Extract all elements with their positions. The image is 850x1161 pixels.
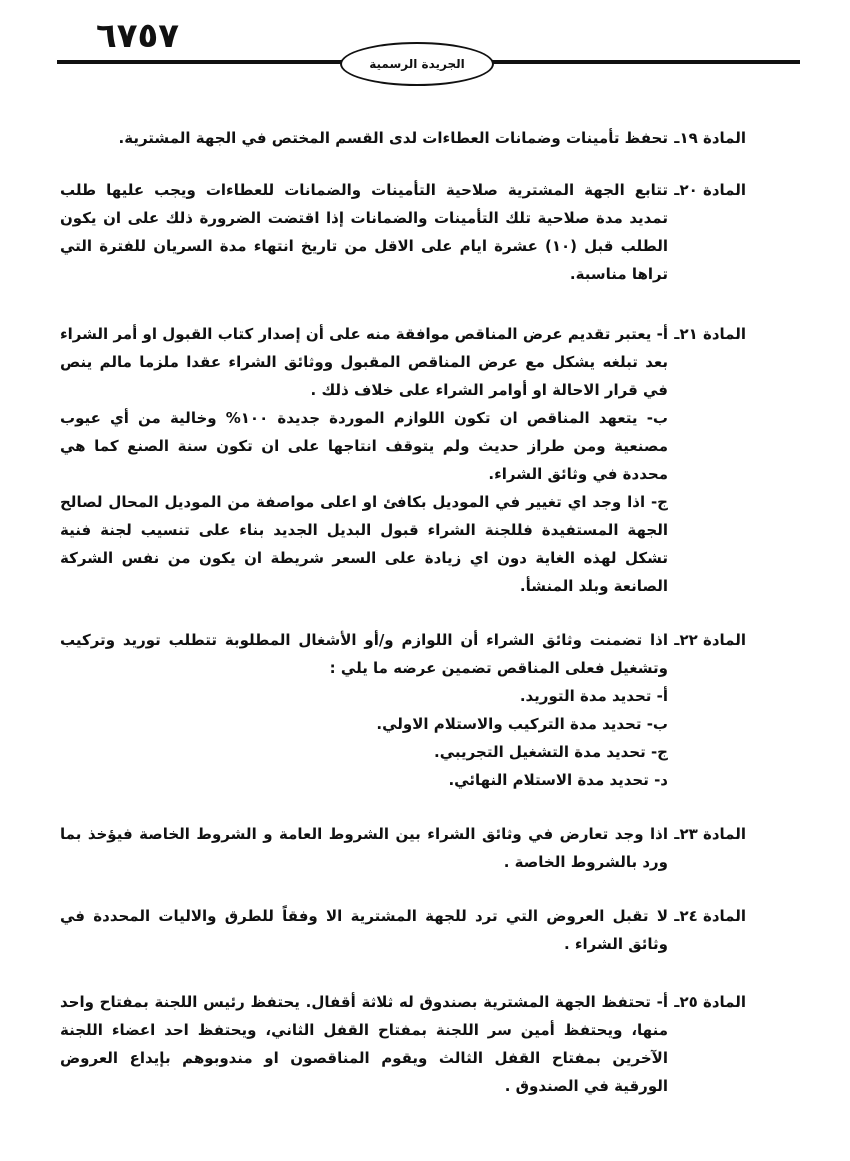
- article-19: [60, 124, 746, 152]
- article-label: المادة ٢١ـ: [674, 325, 746, 343]
- article-label: المادة ٢٢ـ: [674, 631, 746, 649]
- article-text: أ- تحتفظ الجهة المشترية بصندوق له ثلاثة أقفال. يحتفظ رئيس اللجنة بمفتاح واحد منها، ويحتفظ أمين سر اللجنة بمفتاح القفل الثاني، ويحتفظ احد اعضاء اللجنة الآخرين بمفتاح القفل الثالث ويقوم المناقصون او مندوبوهم بإيداع العروض الورقية في الصندوق .: [60, 993, 668, 1095]
- list-item: ب- تحديد مدة التركيب والاستلام الاولي.: [376, 715, 668, 733]
- article-text: اذا وجد تعارض في وثائق الشراء بين الشروط العامة و الشروط الخاصة فيؤخذ بما ورد بالشروط الخاصة .: [60, 825, 668, 871]
- gazette-title: الجريدة الرسمية: [369, 57, 465, 71]
- article-25: [60, 988, 746, 1100]
- article-item: ب- يتعهد المناقص ان تكون اللوازم الموردة جديدة ١٠٠% وخالية من أي عيوب مصنعية ومن طراز حديث ولم يتوقف انتاجها على ان تكون سنة الصنع كما هي محددة في وثائق الشراء.: [60, 409, 668, 483]
- list-item: د- تحديد مدة الاستلام النهائي.: [448, 771, 668, 789]
- article-label: المادة ٢٣ـ: [674, 825, 746, 843]
- sub-item-list: [60, 682, 668, 794]
- article-text: اذا تضمنت وثائق الشراء أن اللوازم و/أو الأشغال المطلوبة تتطلب توريد وتركيب وتشغيل فعلى المناقص تضمين عرضه ما يلي :: [60, 631, 668, 677]
- article-24: [60, 902, 746, 958]
- article-label: المادة ١٩ـ: [674, 129, 746, 147]
- article-item: أ- يعتبر تقديم عرض المناقص موافقة منه على أن إصدار كتاب القبول او أمر الشراء بعد تبلغه يشكل مع عرض المناقص المقبول ووثائق الشراء عقدا ملزما مالم ينص في قرار الاحالة او أوامر الشراء على خلاف ذلك .: [60, 325, 668, 399]
- list-item: ج- تحديد مدة التشغيل التجريبي.: [434, 743, 668, 761]
- list-item: أ- تحديد مدة التوريد.: [519, 687, 668, 705]
- page-number: ٦٧٥٧: [96, 16, 180, 56]
- article-20: [60, 176, 746, 288]
- article-label: المادة ٢٠ـ: [674, 181, 746, 199]
- article-label: المادة ٢٥ـ: [674, 993, 746, 1011]
- article-21: [60, 320, 746, 600]
- article-22: [60, 626, 746, 794]
- document-body: [60, 124, 746, 1130]
- gazette-title-oval: [340, 42, 494, 86]
- article-item: ج- اذا وجد اي تغيير في الموديل بكافئ او اعلى مواصفة من الموديل المحال لصالح الجهة المستفيدة فللجنة الشراء قبول البديل الجديد بناء على تنسيب لجنة فنية تشكل لهذه الغاية دون اي زيادة على السعر شريطة ان يكون من نفس الشركة الصانعة وبلد المنشأ.: [60, 493, 668, 595]
- article-text: تتابع الجهة المشترية صلاحية التأمينات والضمانات للعطاءات ويجب عليها طلب تمديد مدة صلاحية تلك التأمينات والضمانات إذا اقتضت الضرورة ذلك على ان يكون الطلب قبل (١٠) عشرة ايام على الاقل من تاريخ انتهاء مدة السريان للفترة التي تراها مناسبة.: [60, 181, 668, 283]
- article-text: لا تقبل العروض التي ترد للجهة المشترية الا وفقاً للطرق والاليات المحددة في وثائق الشراء .: [60, 907, 668, 953]
- article-23: [60, 820, 746, 876]
- article-text: تحفظ تأمينات وضمانات العطاءات لدى القسم المختص في الجهة المشترية.: [118, 129, 668, 147]
- article-label: المادة ٢٤ـ: [674, 907, 746, 925]
